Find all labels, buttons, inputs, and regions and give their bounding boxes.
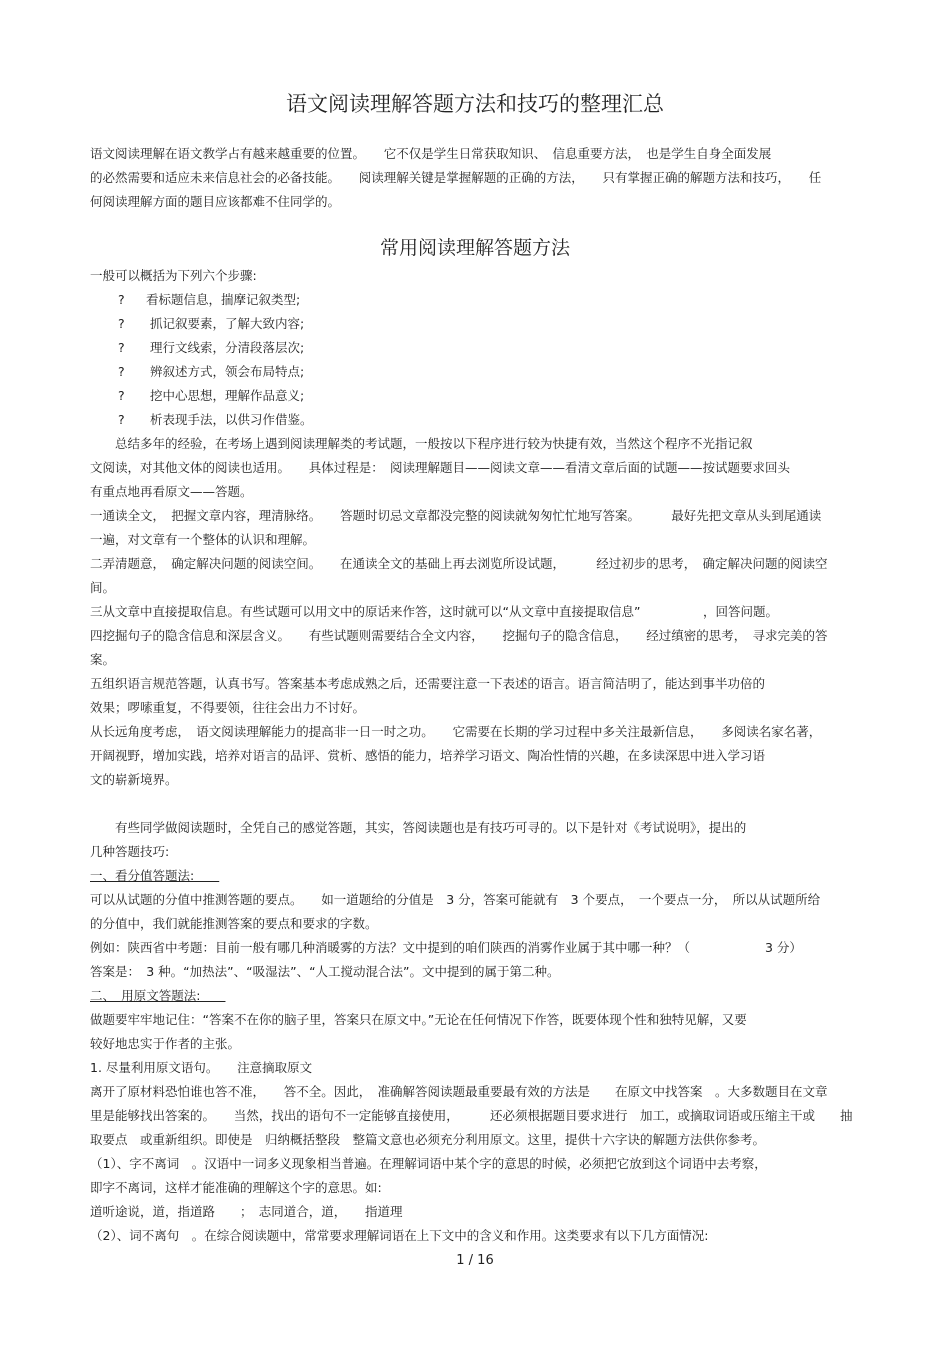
bullet-mark: ? (118, 316, 125, 331)
bullet-mark: ? (118, 364, 125, 379)
step-item (118, 340, 304, 356)
document-title: 语文阅读理解答题方法和技巧的整理汇总 (286, 92, 664, 116)
body-line: 离开了原材料恐怕谁也答不准， 答不全。因此， 准确解答阅读题最重要最有效的方法是 在原文中找答案 。大多数题目在文章 (90, 1084, 828, 1099)
body-line: 开阔视野，增加实践，培养对语言的品评、赏析、感悟的能力，培养学习语文、陶冶性情的兴趣，在多读深思中进入学习语 (90, 748, 766, 763)
step-text: 抓记叙要素，了解大致内容; (146, 316, 305, 331)
body-line: （1）、字不离词 。汉语中一词多义现象相当普遍。在理解词语中某个字的意思的时候，必须把它放到这个词语中去考察， (90, 1156, 767, 1171)
body-line: 取要点 或重新组织。即使是 归纳概括整段 整篇文意也必须充分利用原文。这里，提供十六字诀的解题方法供你参考。 (90, 1132, 766, 1147)
body-line: 里是能够找出答案的。 当然，找出的语句不一定能够直接使用， 还必须根据题目要求进行 加工，或摘取词语或压缩主干或 抽 (90, 1108, 853, 1123)
body-line: 有些同学做阅读题时，全凭自己的感觉答题，其实，答阅读题也是有技巧可寻的。以下是针对《考试说明》，提出的 (90, 820, 747, 835)
step-text: 辨叙述方式，领会布局特点; (146, 364, 305, 379)
body-line: 间。 (90, 580, 116, 595)
intro-line: 的必然需要和适应未来信息社会的必备技能。 阅读理解关键是掌握解题的正确的方法， 只有掌握正确的解题方法和技巧， 任 (90, 170, 822, 185)
intro-line: 何阅读理解方面的题目应该都难不住同学的。 (90, 194, 341, 209)
body-line: 有重点地再看原文——答题。 (90, 484, 253, 499)
body-line: （2）、词不离句 。在综合阅读题中，常常要求理解词语在上下文中的含义和作用。这类要求有以下几方面情况: (90, 1228, 709, 1243)
step-item (118, 316, 304, 332)
body-line: 案。 (90, 652, 116, 667)
body-line: 四挖掘句子的隐含信息和深层含义。 有些试题则需要结合全文内容， 挖掘句子的隐含信息， 经过缜密的思考， 寻求完美的答 (90, 628, 828, 643)
body-line: 二弄清题意， 确定解决问题的阅读空间。 在通读全文的基础上再去浏览所设试题， 经过初步的思考， 确定解决问题的阅读空 (90, 556, 828, 571)
intro-line: 语文阅读理解在语文教学占有越来越重要的位置。 它不仅是学生日常获取知识、 信息重要方法， 也是学生自身全面发展 (90, 146, 772, 161)
body-line: 一通读全文， 把握文章内容，理清脉络。 答题时切忌文章都没完整的阅读就匆匆忙忙地写答案。 最好先把文章从头到尾通读 (90, 508, 822, 523)
body-line: 即字不离词，这样才能准确的理解这个字的意思。如: (90, 1180, 382, 1195)
body-line: 1. 尽量利用原文语句。 注意摘取原文 (90, 1060, 313, 1075)
technique-heading: 二、 用原文答题法: (90, 988, 226, 1003)
body-line: 的分值中，我们就能推测答案的要点和要求的字数。 (90, 916, 378, 931)
body-line: 做题要牢牢地记住：“答案不在你的脑子里，答案只在原文中。”无论在任何情况下作答，既要体现个性和独特见解，又要 (90, 1012, 747, 1027)
body-line: 总结多年的经验，在考场上遇到阅读理解类的考试题，一般按以下程序进行较为快捷有效，当然这个程序不光指记叙 (90, 436, 753, 451)
step-item (118, 292, 300, 308)
step-text: 挖中心思想，理解作品意义; (146, 388, 305, 403)
body-line: 答案是： 3 种。“加热法”、“吸湿法”、“人工搅动混合法”。文中提到的属于第二种。 (90, 964, 560, 979)
body-line: 较好地忠实于作者的主张。 (90, 1036, 241, 1051)
body-line: 文的崭新境界。 (90, 772, 178, 787)
body-line: 从长远角度考虑， 语文阅读理解能力的提高非一日一时之功。 它需要在长期的学习过程中多关注最新信息， 多阅读名家名著， (90, 724, 822, 739)
page-number: 1 / 16 (456, 1253, 494, 1268)
technique-heading: 一、看分值答题法: (90, 868, 220, 883)
body-line: 三从文章中直接提取信息。有些试题可以用文中的原话来作答，这时就可以“从文章中直接提取信息” ，回答问题。 (90, 604, 778, 619)
bullet-mark: ? (118, 388, 125, 403)
body-line: 可以从试题的分值中推测答题的要点。 如一道题给的分值是 3 分，答案可能就有 3 个要点， 一个要点一分， 所以从试题所给 (90, 892, 821, 907)
body-line: 五组织语言规范答题，认真书写。答案基本考虑成熟之后，还需要注意一下表述的语言。语言简洁明了，能达到事半功倍的 (90, 676, 766, 691)
body-line: 文阅读，对其他文体的阅读也适用。 具体过程是： 阅读理解题目——阅读文章——看清文章后面的试题——按试题要求回头 (90, 460, 791, 475)
bullet-mark: ? (118, 340, 125, 355)
steps-intro: 一般可以概括为下列六个步骤: (90, 268, 257, 283)
body-line: 效果；啰嗦重复，不得要领，往往会出力不讨好。 (90, 700, 366, 715)
step-text: 理行文线索，分清段落层次; (146, 340, 305, 355)
step-text: 看标题信息，揣摩记叙类型; (146, 292, 301, 307)
step-item (118, 412, 312, 428)
body-line: 几种答题技巧: (90, 844, 170, 859)
step-item (118, 388, 304, 404)
body-line: 例如：陕西省中考题：目前一般有哪几种消暖雾的方法？文中提到的咱们陕西的消雾作业属于其中哪一种？（ 3 分） (90, 940, 802, 955)
step-text: 析表现手法，以供习作借鉴。 (146, 412, 313, 427)
bullet-mark: ? (118, 412, 125, 427)
step-item (118, 364, 304, 380)
bullet-mark: ? (118, 292, 125, 307)
body-line: 道听途说，道，指道路 ； 志同道合，道， 指道理 (90, 1204, 403, 1219)
body-line: 一遍，对文章有一个整体的认识和理解。 (90, 532, 316, 547)
section-title: 常用阅读理解答题方法 (379, 237, 570, 259)
